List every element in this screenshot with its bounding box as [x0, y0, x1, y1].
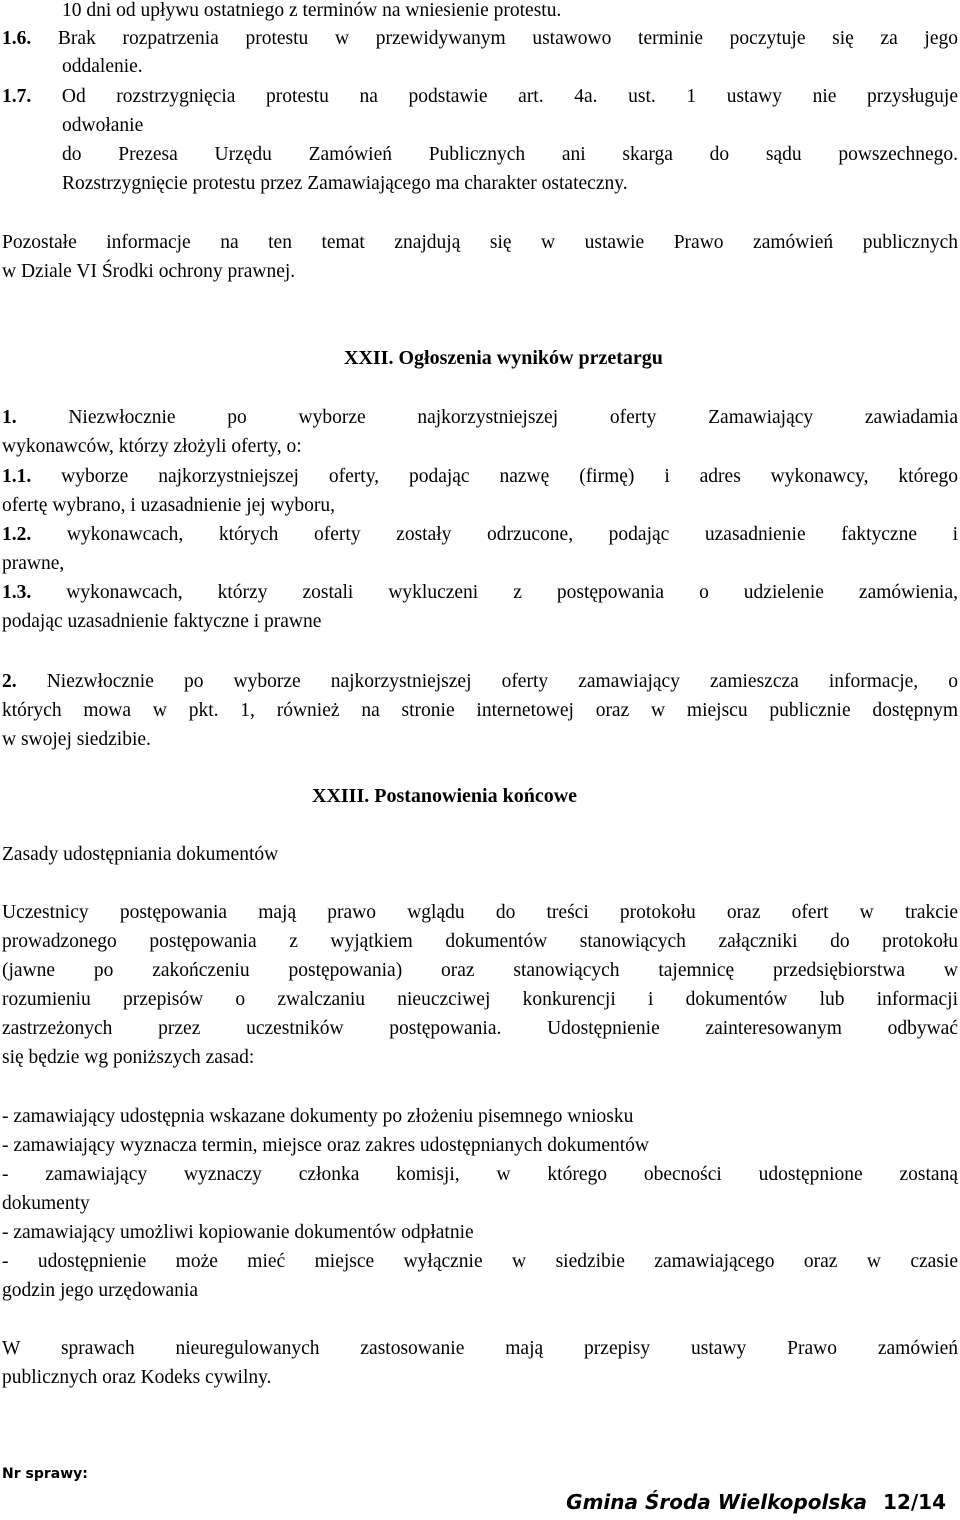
text-content: - zamawiający wyznacza termin, miejsce oraz zakres udostępnianych dokumentów [2, 1135, 650, 1156]
text-line [2, 1363, 958, 1392]
text-line [2, 1014, 958, 1043]
text-content: prawne, [2, 553, 65, 574]
text-content: ofertę wybrano, i uzasadnienie jej wyboru, [2, 495, 336, 516]
text-content: wykonawcach, którzy zostali wykluczeni z postępowania o udzielenie zamówienia, [31, 582, 958, 603]
text-line [62, 169, 958, 198]
text-line [62, 111, 958, 140]
text-line [2, 1218, 958, 1247]
text-content: W sprawach nieuregulowanych zastosowanie mają przepisy ustawy Prawo zamówień [2, 1338, 958, 1359]
text-line [2, 520, 958, 549]
text-line [2, 432, 958, 461]
text-content: (jawne po zakończeniu postępowania) oraz stanowiących tajemnicę przedsiębiorstwa w [2, 960, 958, 981]
text-line [2, 1334, 958, 1363]
text-line [2, 82, 958, 111]
text-line [2, 1102, 958, 1131]
text-line [2, 840, 958, 869]
text-content: Zasady udostępniania dokumentów [2, 844, 279, 865]
text-content: się będzie wg poniższych zasad: [2, 1047, 255, 1068]
list-number: 1.2. [2, 524, 32, 545]
text-line [2, 696, 958, 725]
page-footer [566, 1490, 946, 1514]
text-line [2, 578, 958, 607]
text-content: publicznych oraz Kodeks cywilny. [2, 1367, 272, 1388]
list-number: 1.7. [2, 86, 32, 107]
list-number: 1.3. [2, 582, 32, 603]
text-content: prowadzonego postępowania z wyjątkiem dokumentów stanowiących załączniki do protokołu [2, 931, 958, 952]
text-line [2, 491, 958, 520]
list-number: 1.1. [2, 466, 32, 487]
text-line [2, 607, 958, 636]
text-line [2, 1043, 958, 1072]
text-line [2, 1247, 958, 1276]
text-line [2, 24, 958, 53]
text-content: Od rozstrzygnięcia protestu na podstawie art. 4a. ust. 1 ustawy nie przysługuje [31, 86, 958, 107]
text-line [2, 667, 958, 696]
list-number: 1.6. [2, 28, 32, 49]
municipality-name: Gmina Środa Wielkopolska [566, 1490, 868, 1514]
text-content: Rozstrzygnięcie protestu przez Zamawiającego ma charakter ostateczny. [62, 173, 628, 194]
text-content: - zamawiający umożliwi kopiowanie dokumentów odpłatnie [2, 1222, 474, 1243]
list-number: 1. [2, 407, 17, 428]
text-content: do Prezesa Urzędu Zamówień Publicznych ani skarga do sądu powszechnego. [62, 144, 958, 165]
section-heading: XXIII. Postanowienia końcowe [312, 785, 578, 807]
page-number: 12/14 [883, 1490, 946, 1514]
text-content: wykonawców, którzy złożyli oferty, o: [2, 436, 302, 457]
text-line [2, 462, 958, 491]
text-line [2, 1160, 958, 1189]
text-content: dokumenty [2, 1193, 90, 1214]
text-line [2, 257, 958, 286]
text-content: oddalenie. [62, 56, 143, 77]
text-line [2, 228, 958, 257]
text-line [2, 549, 958, 578]
text-content: - zamawiający wyznaczy członka komisji, w którego obecności udostępnione zostaną [2, 1164, 958, 1185]
text-content: wyborze najkorzystniejszej oferty, podając nazwę (firmę) i adres wykonawcy, którego [31, 466, 958, 487]
text-content: Pozostałe informacje na ten temat znajdują się w ustawie Prawo zamówień publicznych [2, 232, 958, 253]
text-content: Brak rozpatrzenia protestu w przewidywanym ustawowo terminie poczytuje się za jego [31, 28, 958, 49]
text-line [2, 1276, 958, 1305]
text-content: Uczestnicy postępowania mają prawo wglądu do treści protokołu oraz ofert w trakcie [2, 902, 958, 923]
text-line [2, 403, 958, 432]
text-line [2, 956, 958, 985]
list-number: 2. [2, 671, 17, 692]
section-heading: XXII. Ogłoszenia wyników przetargu [344, 347, 663, 369]
text-line [2, 1189, 958, 1218]
case-number-label: Nr sprawy: [2, 1466, 88, 1482]
text-content: których mowa w pkt. 1, również na stronie internetowej oraz w miejscu publicznie dostępnym [2, 700, 958, 721]
text-line [2, 725, 958, 754]
text-content: w swojej siedzibie. [2, 729, 151, 750]
text-content: 10 dni od upływu ostatniego z terminów na wniesienie protestu. [62, 0, 562, 21]
text-line [62, 140, 958, 169]
text-content: zastrzeżonych przez uczestników postępowania. Udostępnienie zainteresowanym odbywać [2, 1018, 958, 1039]
text-content: wykonawcach, których oferty zostały odrzucone, podając uzasadnienie faktyczne i [31, 524, 958, 545]
text-line [2, 985, 958, 1014]
text-content: - zamawiający udostępnia wskazane dokumenty po złożeniu pisemnego wniosku [2, 1106, 634, 1127]
text-content: Niezwłocznie po wyborze najkorzystniejszej oferty Zamawiający zawiadamia [16, 407, 958, 428]
text-line [2, 927, 958, 956]
text-content: odwołanie [62, 115, 144, 136]
text-line [62, 52, 958, 81]
text-line [2, 898, 958, 927]
text-content: rozumieniu przepisów o zwalczaniu nieuczciwej konkurencji i dokumentów lub informacji [2, 989, 958, 1010]
text-content: w Dziale VI Środki ochrony prawnej. [2, 261, 296, 282]
text-content: - udostępnienie może mieć miejsce wyłącznie w siedzibie zamawiającego oraz w czasie [2, 1251, 958, 1272]
text-content: Niezwłocznie po wyborze najkorzystniejszej oferty zamawiający zamieszcza informacje, o [16, 671, 958, 692]
text-content: godzin jego urzędowania [2, 1280, 199, 1301]
text-line [2, 1131, 958, 1160]
text-line [62, 0, 958, 25]
text-content: podając uzasadnienie faktyczne i prawne [2, 611, 322, 632]
